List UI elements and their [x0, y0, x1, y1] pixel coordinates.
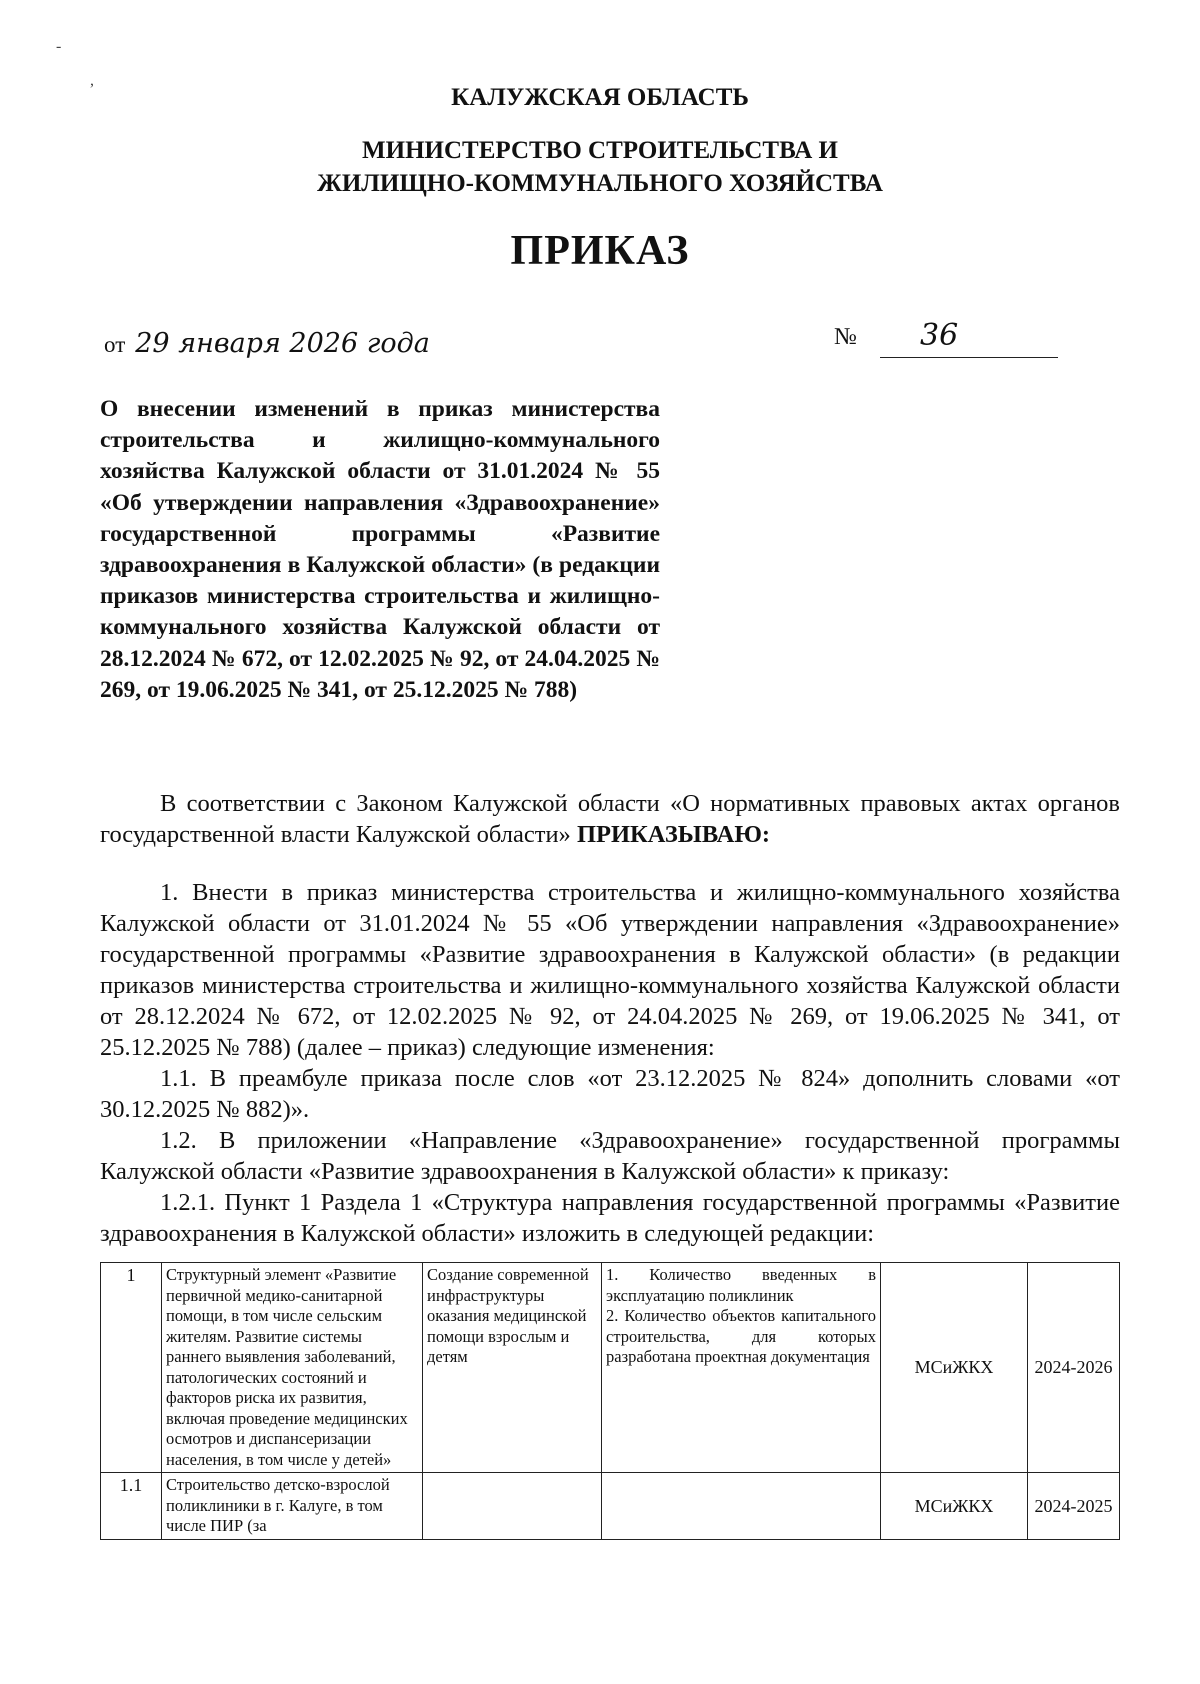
document-type-title: ПРИКАЗ [510, 228, 690, 274]
clause-1-2-1: 1.2.1. Пункт 1 Раздела 1 «Структура направления государственной программы «Развитие здравоохранения в Калужской области» изложить в следующей редакции: [100, 1189, 1120, 1247]
order-subject: О внесении изменений в приказ министерства строительства и жилищно-коммунального хозяйства Калужской области от 31.01.2024 № 55 «Об утверждении направления «Здравоохранение» государственной программы «Развитие здравоохранения в Калужской области» (в редакции приказов министерства строительства и жилищно-коммунального хозяйства Калужской области от 28.12.2024 № 672, от 12.02.2025 № 92, от 24.04.2025 № 269, от 19.06.2025 № 341, от 25.12.2025 № 788) [100, 396, 660, 703]
row-number: 1.1 [101, 1473, 162, 1540]
table-row [101, 1473, 1120, 1540]
indicator-1: 1. Количество введенных в эксплуатацию поликлиник [606, 1265, 876, 1305]
clause-1: 1. Внести в приказ министерства строительства и жилищно-коммунального хозяйства Калужской области от 31.01.2024 № 55 «Об утверждении направления «Здравоохранение» государственной программы «Развитие здравоохранения в Калужской области» (в редакции приказов министерства строительства и жилищно-коммунального хозяйства Калужской области от 28.12.2024 № 672, от 12.02.2025 № 92, от 24.04.2025 № 269, от 19.06.2025 № 341, от 25.12.2025 № 788) (далее – приказ) следующие изменения: [100, 879, 1120, 1061]
order-date [104, 328, 430, 359]
order-body [100, 877, 1120, 1249]
table-row [101, 1263, 1120, 1473]
handwritten-number: 36 [920, 318, 959, 353]
task [423, 1473, 602, 1540]
indicator-2: 2. Количество объектов капитального строительства, для которых разработана проектная документация [606, 1306, 876, 1366]
structure-table [100, 1262, 1120, 1540]
preamble-text: В соответствии с Законом Калужской области «О нормативных правовых актах органов государственной власти Калужской области» [100, 790, 1120, 848]
ministry-title [0, 134, 1200, 200]
ministry-title-line2: ЖИЛИЩНО-КОММУНАЛЬНОГО ХОЗЯЙСТВА [317, 170, 883, 197]
handwritten-date: 29 января 2026 года [135, 328, 430, 359]
indicators [602, 1263, 881, 1473]
structural-element: Структурный элемент «Развитие первичной медико-санитарной помощи, в том числе сельским жителям. Развитие системы раннего выявления заболеваний, патологических состояний и факторов риска их развития, включая проведение медицинских осмотров и диспансеризации населения, в том числе у детей» [162, 1263, 423, 1473]
responsible: МСиЖКХ [881, 1473, 1028, 1540]
region-title: КАЛУЖСКАЯ ОБЛАСТЬ [451, 84, 749, 111]
scan-speck: , [90, 72, 94, 89]
structural-element: Строительство детско-взрослой поликлиники в г. Калуге, в том числе ПИР (за [162, 1473, 423, 1540]
ministry-title-line1: МИНИСТЕРСТВО СТРОИТЕЛЬСТВА И [362, 137, 838, 164]
order-number [834, 318, 1060, 353]
term: 2024-2026 [1028, 1263, 1120, 1473]
preamble [100, 788, 1120, 850]
task: Создание современной инфраструктуры оказания медицинской помощи взрослым и детям [423, 1263, 602, 1473]
date-prefix: от [104, 332, 126, 357]
scan-speck: - [56, 38, 62, 55]
row-number: 1 [101, 1263, 162, 1473]
preamble-emphasis: ПРИКАЗЫВАЮ: [576, 821, 771, 848]
clause-1-1: 1.1. В преамбуле приказа после слов «от 23.12.2025 № 824» дополнить словами «от 30.12.2025 № 882)». [100, 1065, 1120, 1123]
number-underline [880, 357, 1058, 358]
responsible: МСиЖКХ [881, 1263, 1028, 1473]
term: 2024-2025 [1028, 1473, 1120, 1540]
clause-1-2: 1.2. В приложении «Направление «Здравоохранение» государственной программы Калужской области «Развитие здравоохранения в Калужской области» к приказу: [100, 1127, 1120, 1185]
number-sign: № [834, 324, 857, 350]
indicators [602, 1473, 881, 1540]
